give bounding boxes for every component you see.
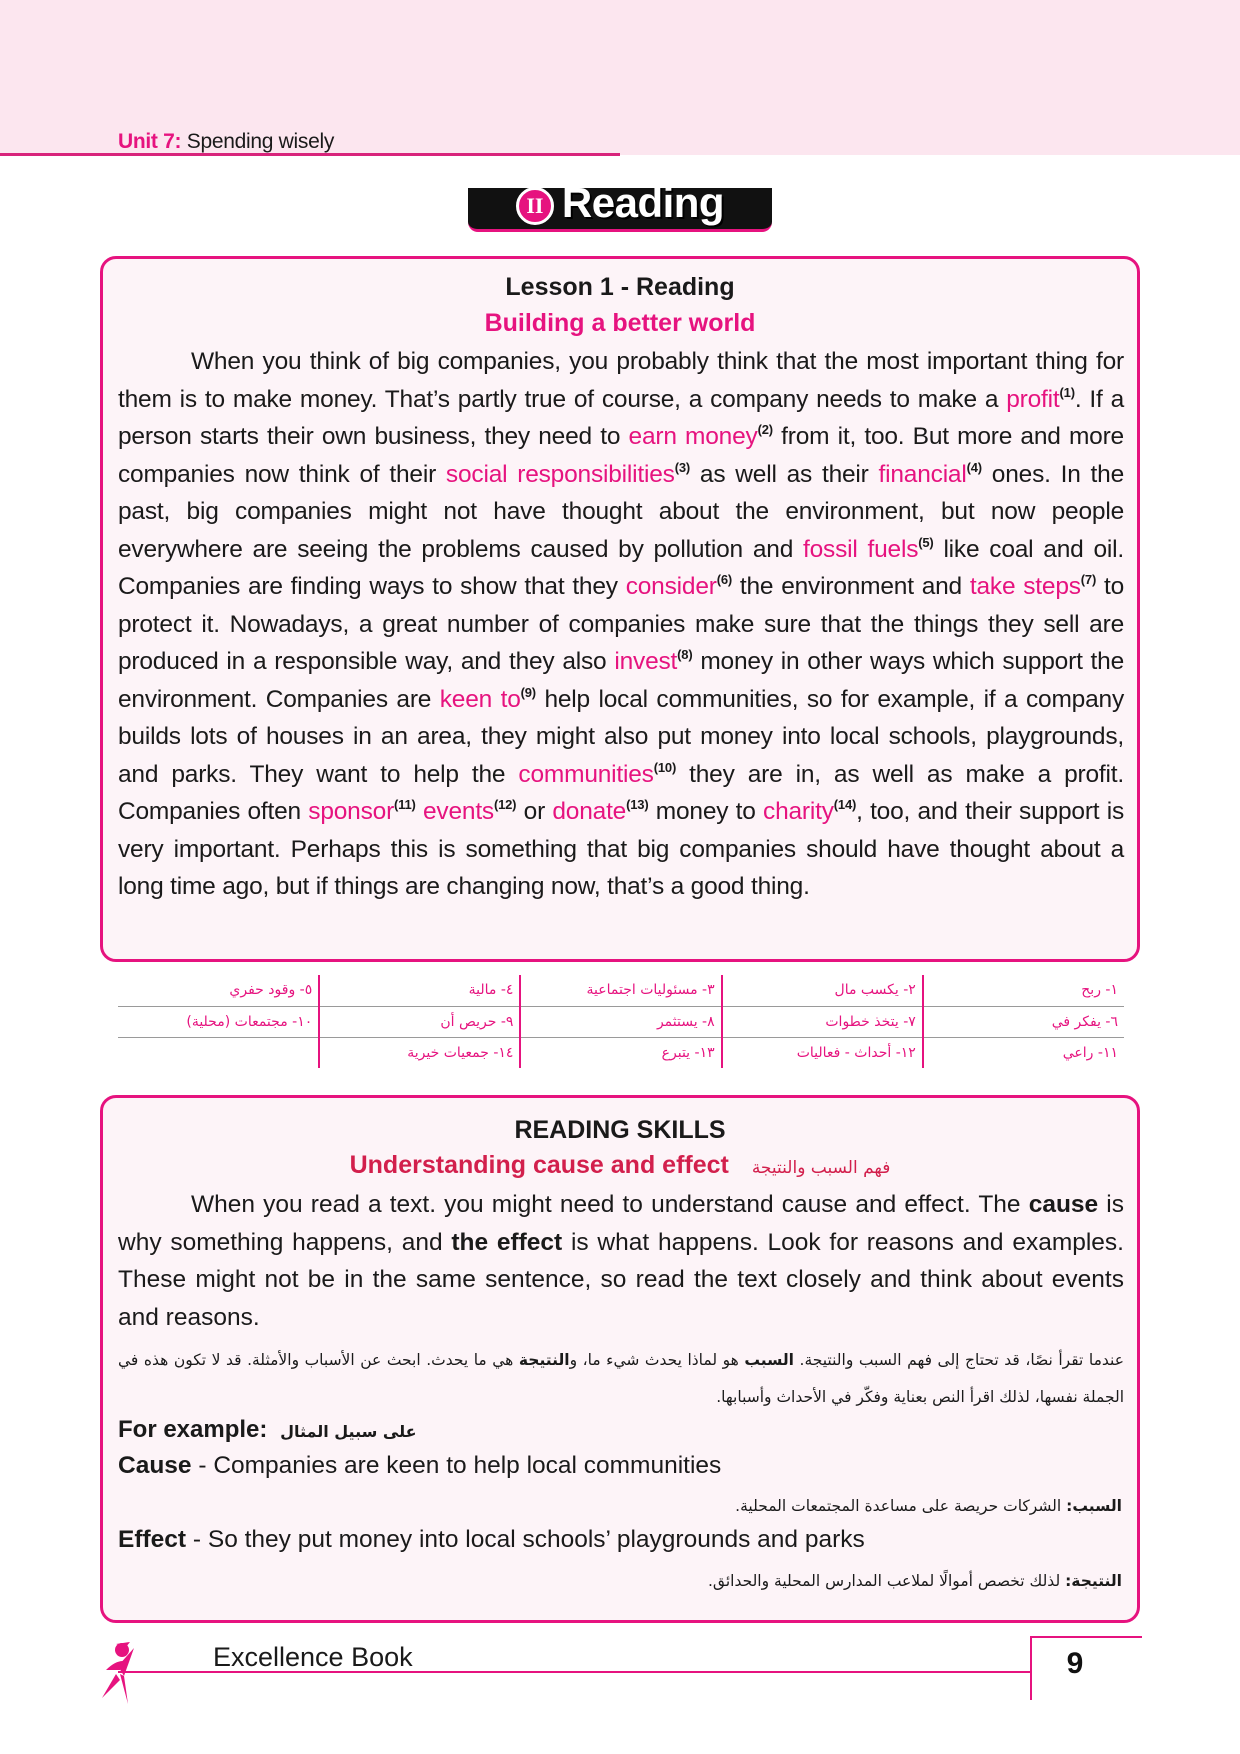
vocabulary-footnote-number: (3) — [674, 459, 691, 475]
glossary-row — [118, 1006, 1124, 1037]
arabic-text: هي ما يحدث. ابحث عن الأسباب والأمثلة. قد لا تكون هذه في الجملة نفسها، لذلك اقرأ النص بعناية وفكّر في الأحداث وأسبابها. — [118, 1351, 1124, 1406]
passage-text: from it, too. But more and more companies now think of their — [118, 423, 1124, 488]
reading-passage-box — [100, 256, 1140, 962]
lesson-title: Lesson 1 - Reading — [505, 273, 735, 301]
vocabulary-word: keen to — [439, 685, 521, 713]
vocabulary-footnote-number: (5) — [918, 534, 934, 550]
cause-text-arabic: الشركات حريصة على مساعدة المجتمعات المحلية. — [735, 1497, 1067, 1515]
glossary-cell: ١١- راعي — [923, 1037, 1124, 1068]
effect-text: - So they put money into local schools’ playgrounds and parks — [186, 1526, 865, 1553]
vocabulary-footnote-number: (13) — [626, 797, 649, 812]
cause-label-arabic: السبب: — [1066, 1497, 1122, 1515]
story-title: Building a better world — [484, 309, 756, 337]
effect-label: Effect — [118, 1526, 187, 1553]
effect-example — [118, 1526, 865, 1554]
vocabulary-footnote-number: (4) — [966, 459, 982, 475]
cause-text: - Companies are keen to help local communities — [191, 1452, 722, 1479]
book-title: Excellence Book — [213, 1642, 413, 1672]
runner-logo-icon — [98, 1640, 142, 1706]
page-number: 9 — [1066, 1647, 1084, 1680]
glossary-cell: ٣- مسئوليات اجتماعية — [520, 975, 721, 1006]
passage-text: or — [516, 798, 553, 825]
example-label — [118, 1416, 417, 1444]
vocabulary-word: communities — [518, 760, 654, 788]
skills-explanation-arabic — [118, 1342, 1124, 1416]
glossary-cell: ١- ربح — [923, 975, 1124, 1006]
passage-text: help local communities, so for example, if a company builds lots of houses in an area, they might also put money into local schools, playgrounds, and parks. They want to help the — [118, 685, 1125, 788]
example-label-english: For example: — [118, 1416, 268, 1443]
passage-text: the environment and — [732, 573, 970, 600]
cause-example — [118, 1452, 721, 1480]
vocabulary-word: events — [423, 798, 494, 825]
effect-term: the effect — [451, 1228, 563, 1256]
section-banner — [468, 178, 772, 232]
skills-subtitle — [103, 1151, 1137, 1180]
vocabulary-footnote-number: (11) — [394, 797, 416, 812]
passage-text: as well as their — [690, 460, 879, 488]
vocabulary-word: invest — [614, 648, 678, 675]
glossary-row — [118, 1037, 1124, 1068]
skills-text: When you read a text. you might need to understand cause and effect. The — [191, 1191, 1021, 1218]
section-title: Reading — [561, 178, 725, 226]
arabic-cause-term: السبب — [744, 1351, 794, 1369]
vocabulary-footnote-number: (9) — [520, 684, 536, 700]
vocabulary-word: take steps — [969, 573, 1081, 600]
passage-text: , too, and their support is very important. Perhaps this is something that big companies should have thought about a long time ago, but if things are changing now, that’s a good thing. — [118, 798, 1125, 900]
passage-text: When you think of big companies, you probably think that the most important thing for them is to make money. That’s partly true of course, a company needs to make a — [118, 348, 1124, 413]
effect-text-arabic: لذلك تخصص أموالًا لملاعب المدارس المحلية والحدائق. — [707, 1572, 1066, 1590]
glossary-cell: ٥- وقود حفري — [118, 975, 319, 1006]
vocabulary-footnote-number: (6) — [716, 572, 733, 587]
passage-text — [416, 798, 423, 825]
passage-text: . If a person starts their own business, they need to — [118, 385, 1124, 450]
passage-text: money in other ways which support the environment. Companies are — [118, 648, 1124, 713]
vocabulary-footnote-number: (14) — [833, 797, 857, 812]
vocabulary-footnote-number: (2) — [757, 422, 773, 437]
passage-text: they are in, as well as make a profit. Companies often — [118, 760, 1124, 825]
passage-text: to protect it. Nowadays, a great number of companies make sure that the things they sell are produced in a responsible way, and they also — [118, 573, 1124, 675]
unit-header — [0, 128, 620, 156]
cause-term: cause — [1028, 1191, 1099, 1218]
glossary-cell: ١٠- مجتمعات (محلية) — [118, 1006, 319, 1037]
unit-label: Unit 7: — [118, 130, 182, 153]
example-label-arabic: على سبيل المثال — [280, 1422, 417, 1441]
vocabulary-word: social responsibilities — [445, 460, 675, 488]
passage-text: like coal and oil. Companies are finding ways to show that they — [118, 535, 1124, 600]
glossary-cell: ٢- يكسب مال — [722, 975, 923, 1006]
vocabulary-word: earn money — [628, 423, 758, 450]
skills-text: is what happens. Look for reasons and examples. These might not be in the same sentence, so read the text closely and think about events and reasons. — [118, 1228, 1124, 1331]
reading-passage — [118, 343, 1124, 906]
vocabulary-word: donate — [552, 798, 627, 825]
vocabulary-word: fossil fuels — [803, 535, 919, 563]
arabic-effect-term: النتيجة — [518, 1351, 570, 1369]
glossary-cell: ١٢- أحداث - فعاليات — [722, 1037, 923, 1068]
vocabulary-footnote-number: (8) — [677, 647, 693, 662]
glossary-row — [118, 975, 1124, 1006]
effect-label-arabic: النتيجة: — [1065, 1572, 1122, 1590]
vocabulary-word: charity — [763, 798, 834, 825]
vocabulary-footnote-number: (12) — [493, 797, 517, 812]
vocabulary-footnote-number: (10) — [653, 759, 677, 775]
glossary-cell: ١٤- جمعيات خيرية — [319, 1037, 520, 1068]
vocabulary-footnote-number: (1) — [1059, 384, 1075, 400]
glossary-cell: ٦- يفكر في — [923, 1006, 1124, 1037]
skills-explanation — [118, 1186, 1124, 1336]
passage-text: ones. In the past, big companies might not have thought about the environment, but now people everywhere are seeing the problems caused by pollution and — [118, 460, 1124, 563]
glossary-cell — [118, 1037, 319, 1068]
glossary-cell: ٩- حريص أن — [319, 1006, 520, 1037]
cause-label: Cause — [118, 1452, 192, 1479]
passage-text: money to — [648, 798, 764, 825]
cause-example-arabic — [735, 1497, 1122, 1515]
vocabulary-word: financial — [878, 460, 967, 488]
vocabulary-word: consider — [625, 573, 717, 600]
skills-title: READING SKILLS — [514, 1116, 726, 1144]
unit-title: Spending wisely — [186, 130, 335, 153]
vocabulary-footnote-number: (7) — [1080, 572, 1097, 587]
reading-skills-box — [100, 1095, 1140, 1623]
arabic-text: عندما تقرأ نصًا، قد تحتاج إلى فهم السبب والنتيجة. — [793, 1351, 1124, 1369]
vocabulary-glossary-table — [118, 975, 1124, 1068]
skills-text: is why something happens, and — [118, 1191, 1124, 1256]
arabic-text: هو لماذا يحدث شيء ما، و — [569, 1351, 745, 1369]
skills-subtitle-arabic: فهم السبب والنتيجة — [751, 1158, 891, 1178]
vocabulary-word: sponsor — [308, 798, 395, 825]
vocabulary-word: profit — [1006, 385, 1060, 413]
section-number-badge: II — [516, 187, 554, 225]
skills-subtitle-english: Understanding cause and effect — [349, 1151, 729, 1179]
glossary-cell: ٤- مالية — [319, 975, 520, 1006]
glossary-cell: ١٣- يتبرع — [520, 1037, 721, 1068]
glossary-cell: ٨- يستثمر — [520, 1006, 721, 1037]
glossary-cell: ٧- يتخذ خطوات — [722, 1006, 923, 1037]
effect-example-arabic — [708, 1572, 1122, 1590]
